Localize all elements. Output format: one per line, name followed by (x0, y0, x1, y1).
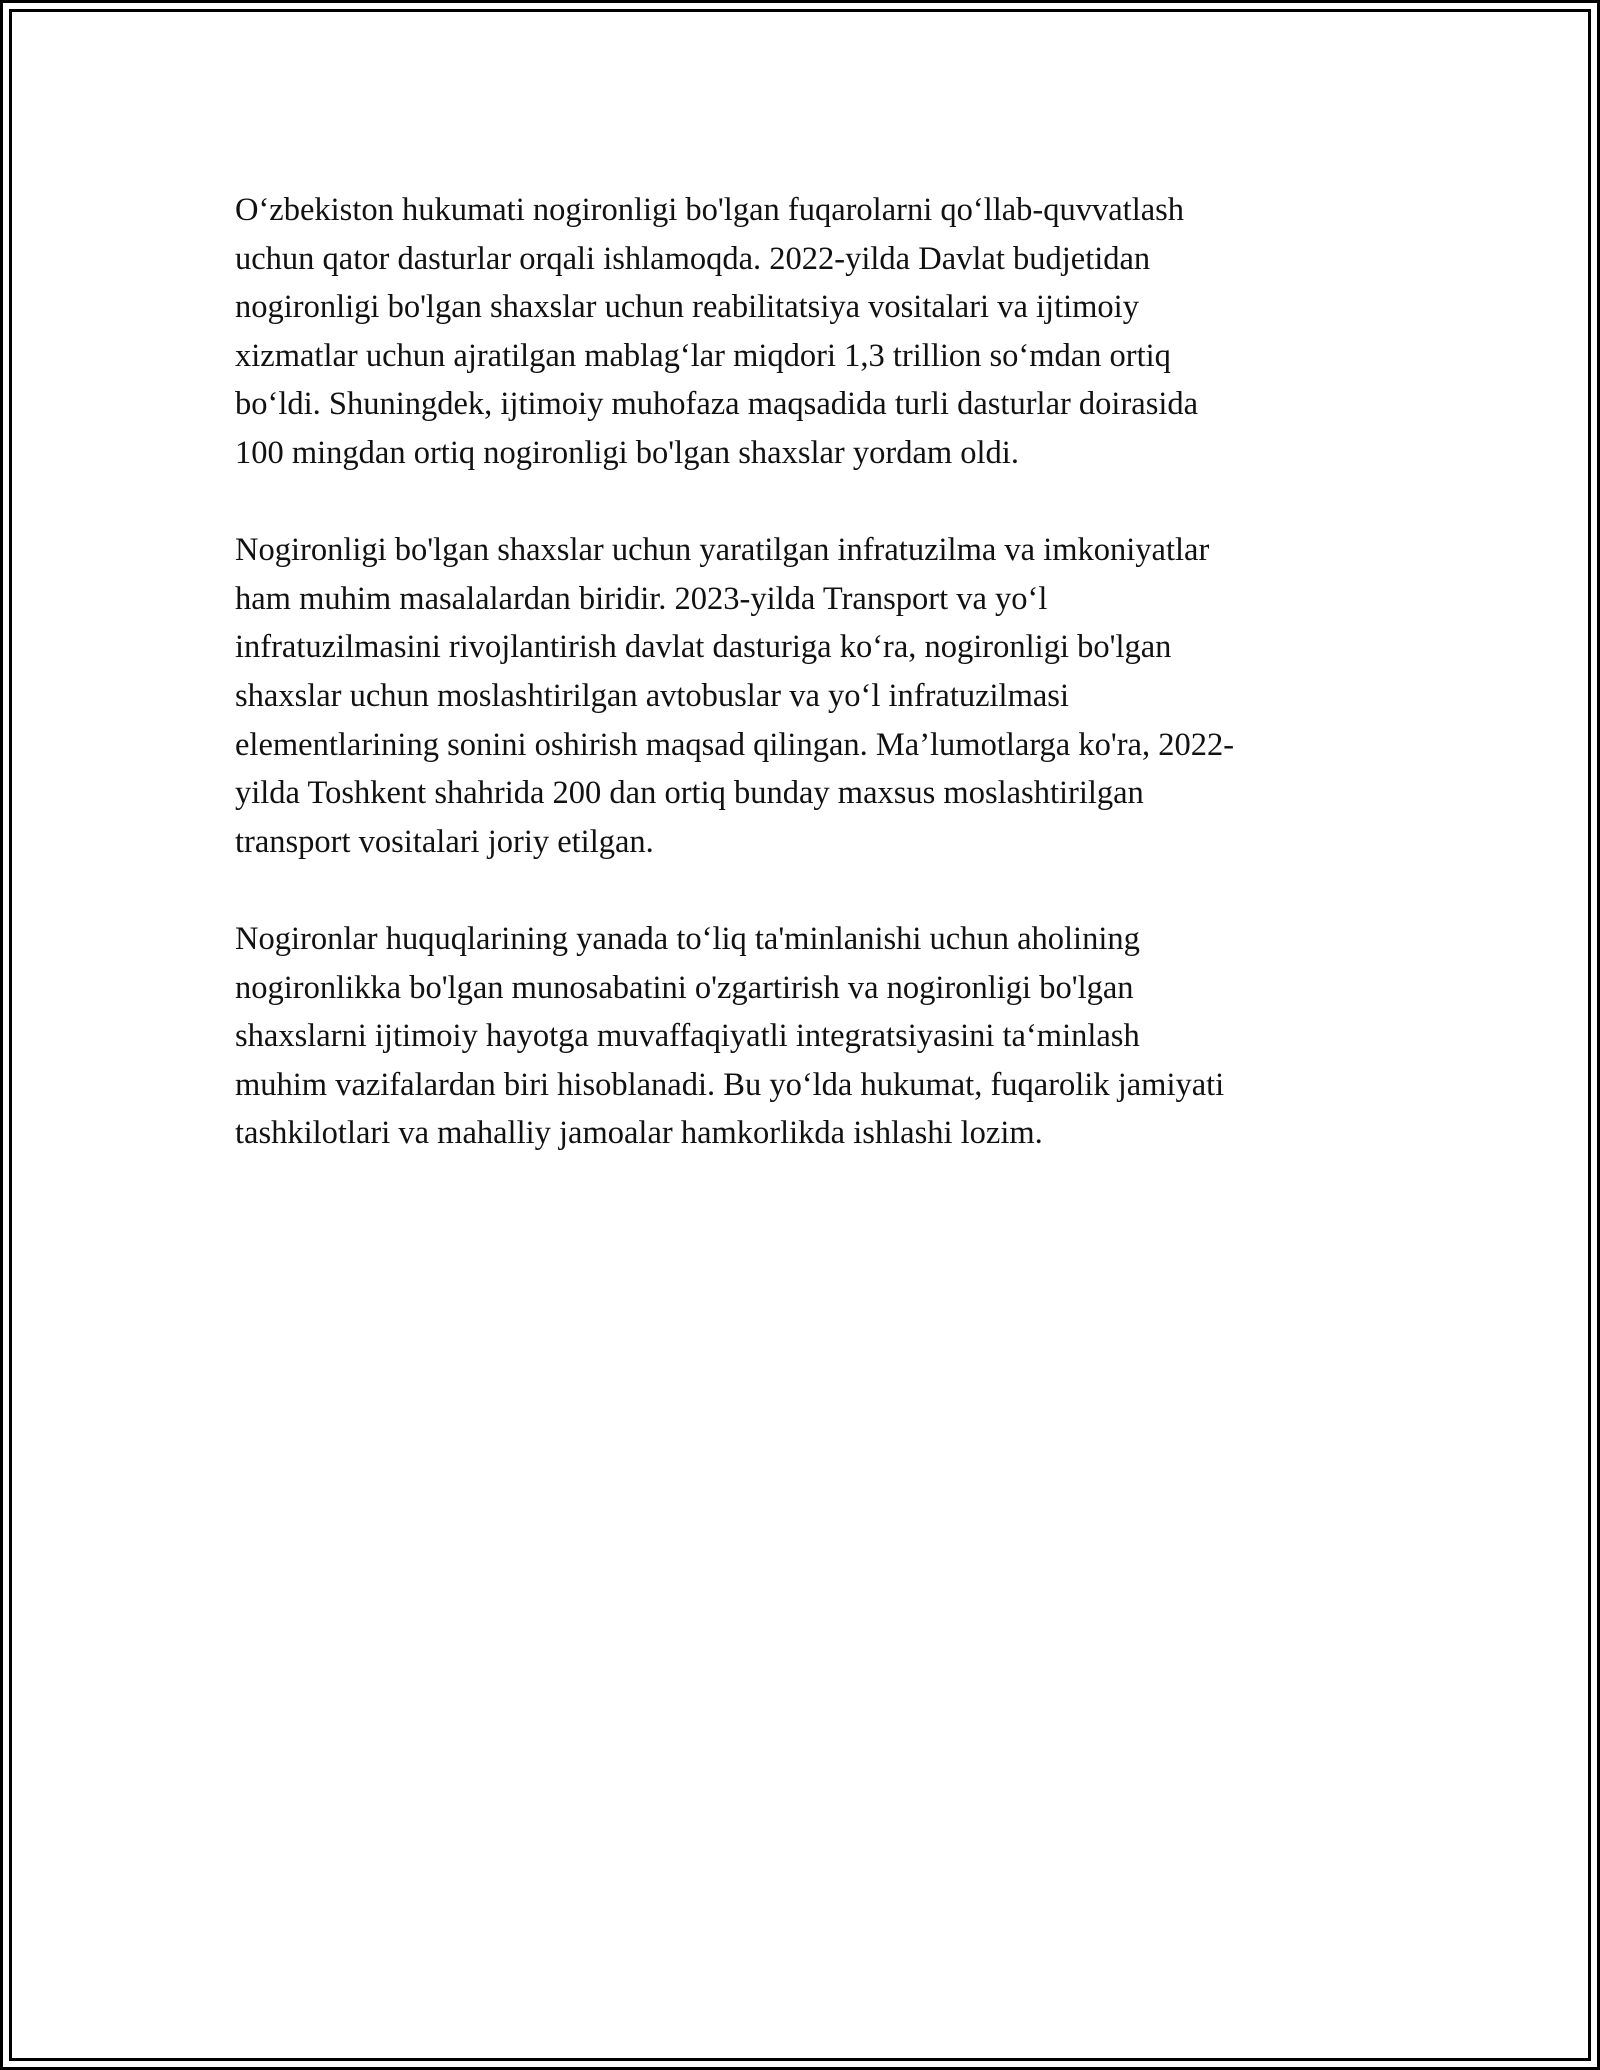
paragraph-2: Nogironligi bo'lgan shaxslar uchun yaratilgan infratuzilma va imkoniyatlar ham muhim masalalardan biridir. 2023-yilda Transport va yo‘l infratuzilmasini rivojlantirish davlat dasturiga ko‘ra, nogironligi bo'lgan shaxslar uchun moslashtirilgan avtobuslar va yo‘l infratuzilmasi elementlarining sonini oshirish maqsad qilingan. Ma’lumotlarga ko'ra, 2022- yilda Toshkent shahrida 200 dan ortiq bunday maxsus moslashtirilgan transport vositalari joriy etilgan. (235, 532, 1235, 860)
paragraph-3: Nogironlar huquqlarining yanada to‘liq ta'minlanishi uchun aholining nogironlikka bo'lgan munosabatini o'zgartirish va nogironligi bo'lgan shaxslarni ijtimoiy hayotga muvaffaqiyatli integratsiyasini ta‘minlash muhim vazifalardan biri hisoblanadi. Bu yo‘lda hukumat, fuqarolik jamiyati tashkilotlari va mahalliy jamoalar hamkorlikda ishlashi lozim. (235, 920, 1225, 1152)
document-body (235, 186, 1365, 1206)
paragraph-1: O‘zbekiston hukumati nogironligi bo'lgan fuqarolarni qo‘llab-quvvatlash uchun qator dasturlar orqali ishlamoqda. 2022-yilda Davlat budjetidan nogironligi bo'lgan shaxslar uchun reabilitatsiya vositalari va ijtimoiy xizmatlar uchun ajratilgan mablag‘lar miqdori 1,3 trillion so‘mdan ortiq bo‘ldi. Shuningdek, ijtimoiy muhofaza maqsadida turli dasturlar doirasida 100 mingdan ortiq nogironligi bo'lgan shaxslar yordam oldi. (235, 192, 1199, 471)
